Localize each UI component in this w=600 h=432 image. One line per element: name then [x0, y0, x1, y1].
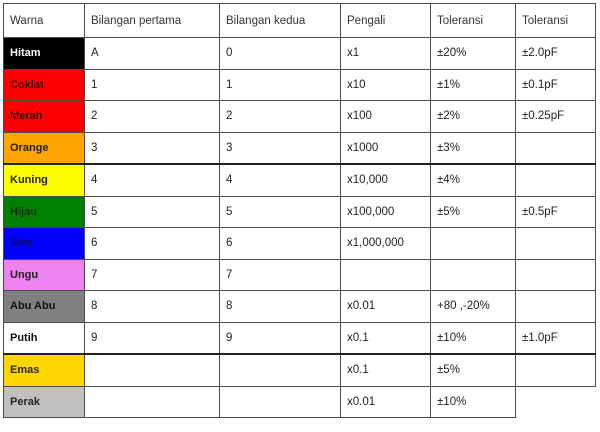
color-swatch-cell: Coklat: [4, 69, 85, 101]
table-row: [4, 101, 596, 133]
tolerance-pf-cell: [516, 228, 596, 260]
second-digit-cell: [220, 354, 341, 386]
table-row: [4, 228, 596, 260]
empty-corner-cell: [516, 386, 596, 418]
tolerance-pf-cell: ±0.25pF: [516, 101, 596, 133]
second-digit-cell: 4: [220, 164, 341, 196]
table-row: [4, 322, 596, 354]
first-digit-cell: [85, 386, 220, 418]
first-digit-cell: 1: [85, 69, 220, 101]
first-digit-cell: 5: [85, 196, 220, 228]
multiplier-cell: x0.1: [341, 322, 431, 354]
first-digit-cell: 4: [85, 164, 220, 196]
tolerance-cell: [431, 228, 516, 260]
first-digit-cell: A: [85, 38, 220, 70]
resistor-color-code-table-wrapper: [3, 3, 596, 418]
tolerance-pf-cell: ±0.1pF: [516, 69, 596, 101]
table-row: [4, 38, 596, 70]
multiplier-cell: x1,000,000: [341, 228, 431, 260]
tolerance-pf-cell: [516, 354, 596, 386]
multiplier-cell: x1000: [341, 132, 431, 164]
second-digit-cell: 6: [220, 228, 341, 260]
tolerance-pf-cell: ±0.5pF: [516, 196, 596, 228]
multiplier-cell: x10,000: [341, 164, 431, 196]
color-swatch-cell: Ungu: [4, 259, 85, 291]
header-tolerance-pf: Toleransi: [516, 4, 596, 38]
table-row: [4, 354, 596, 386]
header-second-digit: Bilangan kedua: [220, 4, 341, 38]
second-digit-cell: 0: [220, 38, 341, 70]
header-row: [4, 4, 596, 38]
table-row: [4, 386, 596, 418]
tolerance-pf-cell: [516, 164, 596, 196]
second-digit-cell: 8: [220, 291, 341, 323]
tolerance-pf-cell: [516, 291, 596, 323]
tolerance-cell: ±1%: [431, 69, 516, 101]
tolerance-cell: ±5%: [431, 354, 516, 386]
tolerance-pf-cell: [516, 259, 596, 291]
table-row: [4, 259, 596, 291]
tolerance-cell: ±10%: [431, 386, 516, 418]
color-swatch-cell: Putih: [4, 322, 85, 354]
tolerance-cell: ±10%: [431, 322, 516, 354]
first-digit-cell: 3: [85, 132, 220, 164]
tolerance-pf-cell: [516, 132, 596, 164]
tolerance-cell: ±3%: [431, 132, 516, 164]
first-digit-cell: 8: [85, 291, 220, 323]
multiplier-cell: x10: [341, 69, 431, 101]
tolerance-cell: ±4%: [431, 164, 516, 196]
multiplier-cell: x0.01: [341, 386, 431, 418]
first-digit-cell: 7: [85, 259, 220, 291]
color-swatch-cell: Emas: [4, 354, 85, 386]
multiplier-cell: x100,000: [341, 196, 431, 228]
color-swatch-cell: Abu Abu: [4, 291, 85, 323]
color-swatch-cell: Kuning: [4, 164, 85, 196]
color-swatch-cell: Hitam: [4, 38, 85, 70]
color-swatch-cell: Hijau: [4, 196, 85, 228]
table-row: [4, 196, 596, 228]
second-digit-cell: 2: [220, 101, 341, 133]
multiplier-cell: x1: [341, 38, 431, 70]
tolerance-cell: ±5%: [431, 196, 516, 228]
table-row: [4, 291, 596, 323]
color-swatch-cell: Perak: [4, 386, 85, 418]
tolerance-pf-cell: ±1.0pF: [516, 322, 596, 354]
color-swatch-cell: Biru: [4, 228, 85, 260]
second-digit-cell: 9: [220, 322, 341, 354]
color-swatch-cell: Orange: [4, 132, 85, 164]
tolerance-cell: ±2%: [431, 101, 516, 133]
table-row: [4, 164, 596, 196]
first-digit-cell: 9: [85, 322, 220, 354]
tolerance-pf-cell: ±2.0pF: [516, 38, 596, 70]
tolerance-cell: [431, 259, 516, 291]
multiplier-cell: [341, 259, 431, 291]
header-tolerance: Toleransi: [431, 4, 516, 38]
color-swatch-cell: Merah: [4, 101, 85, 133]
table-row: [4, 69, 596, 101]
first-digit-cell: 2: [85, 101, 220, 133]
second-digit-cell: [220, 386, 341, 418]
tolerance-cell: +80 ,-20%: [431, 291, 516, 323]
multiplier-cell: x0.01: [341, 291, 431, 323]
second-digit-cell: 5: [220, 196, 341, 228]
table-row: [4, 132, 596, 164]
first-digit-cell: 6: [85, 228, 220, 260]
header-color: Warna: [4, 4, 85, 38]
second-digit-cell: 3: [220, 132, 341, 164]
second-digit-cell: 7: [220, 259, 341, 291]
header-multiplier: Pengali: [341, 4, 431, 38]
tolerance-cell: ±20%: [431, 38, 516, 70]
multiplier-cell: x100: [341, 101, 431, 133]
resistor-color-code-table: [3, 3, 596, 418]
first-digit-cell: [85, 354, 220, 386]
multiplier-cell: x0.1: [341, 354, 431, 386]
header-first-digit: Bilangan pertama: [85, 4, 220, 38]
second-digit-cell: 1: [220, 69, 341, 101]
